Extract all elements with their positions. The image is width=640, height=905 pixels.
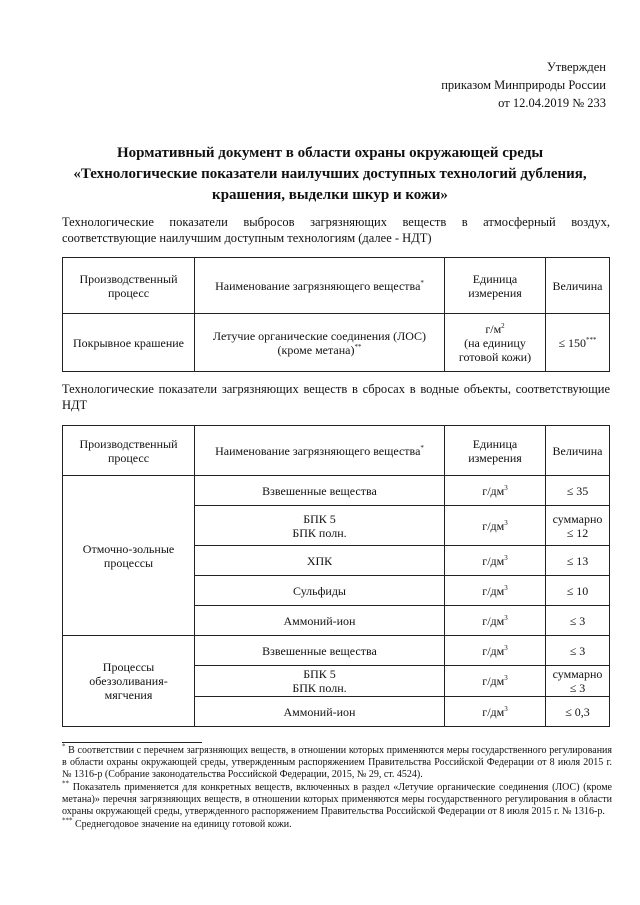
cell-unit: $г/дм^3$: [445, 636, 546, 666]
cell-value: ≤ 13: [546, 546, 610, 576]
cell-value: суммарно ≤ 12: [546, 506, 610, 546]
emissions-table: [62, 257, 610, 372]
footnote-1: * В соответствии с перечнем загрязняющих веществ, в отношении которых применяются меры государственного регулирования в области охраны окружающей среды, утвержденным распоряжением Правительства Российской Федерации от 8 июля 2015 г. № 1316-р (Собрание законодательства Российской Федерации, 2015, № 29, ст. 4524).: [62, 742, 612, 780]
title-line-2: «Технологические показатели наилучших доступных технологий дубления,: [73, 166, 587, 182]
cell-substance: БПК 5 БПК полн.: [195, 666, 445, 697]
approval-line-1: Утвержден: [546, 60, 606, 74]
header-substance: Наименование загрязняющего вещества*: [195, 258, 445, 314]
document-title: [40, 143, 620, 206]
table-row: [63, 636, 610, 666]
header-value: Величина: [546, 258, 610, 314]
cell-unit: $г/дм^3$: [445, 606, 546, 636]
cell-value: ≤ 3: [546, 606, 610, 636]
footnote-3: *** Среднегодовое значение на единицу готовой кожи.: [62, 816, 292, 830]
cell-substance: ХПК: [195, 546, 445, 576]
cell-process: Покрывное крашение: [63, 314, 195, 372]
discharges-intro: Технологические показатели загрязняющих веществ в сбросах в водные объекты, соответствующие НДТ: [62, 382, 610, 412]
title-line-1: Нормативный документ в области охраны окружающей среды: [116, 145, 544, 161]
cell-process: Процессы обеззоливания-мягчения: [63, 636, 195, 727]
footnotes: [62, 742, 612, 832]
cell-unit: $г/дм^3$: [445, 476, 546, 506]
cell-value: суммарно ≤ 3: [546, 666, 610, 697]
header-value: Величина: [546, 426, 610, 476]
cell-unit: $г/дм^3$: [445, 697, 546, 727]
table-row: [63, 476, 610, 506]
cell-unit: $г/дм^3$: [445, 506, 546, 546]
approval-block: [441, 58, 606, 112]
header-process: Производственный процесс: [63, 426, 195, 476]
cell-unit: $г/дм^3$: [445, 666, 546, 697]
emissions-header-row: [63, 258, 610, 314]
cell-substance: Сульфиды: [195, 576, 445, 606]
cell-value: ≤ 3: [546, 636, 610, 666]
cell-substance: Летучие органические соединения (ЛОС) (кроме метана)**: [195, 314, 445, 372]
approval-line-2: приказом Минприроды России: [441, 78, 606, 92]
footnote-2: ** Показатель применяется для конкретных веществ, включенных в раздел «Летучие органические соединения (ЛОС) (кроме метана)» перечня загрязняющих веществ, в отношении которых применяются меры государственного регулирования в области охраны окружающей среды, утвержденного распоряжением Правительства Российской Федерации от 8 июля 2015 г. № 1316-р.: [62, 779, 612, 817]
discharges-table: [62, 425, 610, 727]
header-process: Производственный процесс: [63, 258, 195, 314]
cell-substance: Взвешенные вещества: [195, 476, 445, 506]
cell-substance: Аммоний-ион: [195, 697, 445, 727]
approval-line-3: от 12.04.2019 № 233: [498, 96, 606, 110]
emissions-intro: Технологические показатели выбросов загрязняющих веществ в атмосферный воздух, соответствующие наилучшим доступным технологиям (далее - НДТ): [62, 215, 610, 245]
footnote-separator: [62, 742, 202, 743]
cell-process: Отмочно-зольные процессы: [63, 476, 195, 636]
cell-unit: $г/дм^3$: [445, 546, 546, 576]
discharges-header-row: [63, 426, 610, 476]
cell-value: ≤ 35: [546, 476, 610, 506]
emissions-row: [63, 314, 610, 372]
header-substance: Наименование загрязняющего вещества*: [195, 426, 445, 476]
cell-unit: $г/дм^3$: [445, 576, 546, 606]
cell-substance: Аммоний-ион: [195, 606, 445, 636]
cell-value: ≤ 150***: [546, 314, 610, 372]
header-unit: Единица измерения: [445, 258, 546, 314]
cell-value: ≤ 0,3: [546, 697, 610, 727]
cell-unit: $г/м^2$ (на единицу готовой кожи): [445, 314, 546, 372]
cell-substance: Взвешенные вещества: [195, 636, 445, 666]
cell-value: ≤ 10: [546, 576, 610, 606]
header-unit: Единица измерения: [445, 426, 546, 476]
cell-substance: БПК 5 БПК полн.: [195, 506, 445, 546]
title-line-3: крашения, выделки шкур и кожи»: [212, 187, 448, 203]
